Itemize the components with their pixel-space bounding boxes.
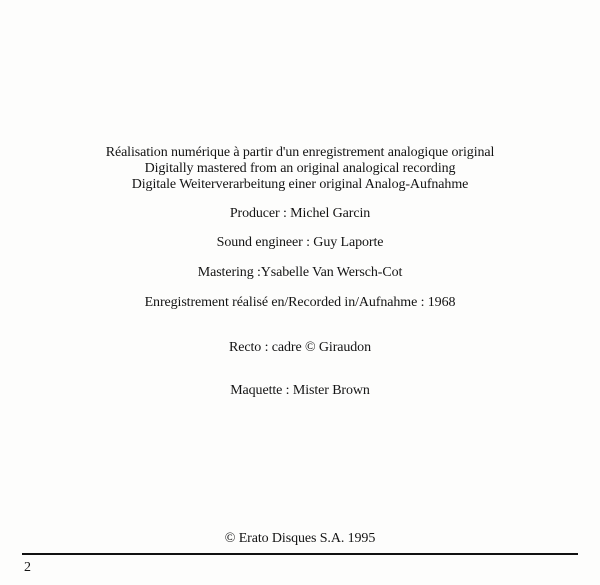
producer-credit: Producer : Michel Garcin — [229, 206, 371, 221]
cover-art-credit: Recto : cadre © Giraudon — [229, 340, 371, 355]
mastering-note-english: Digitally mastered from an original analogical recording — [144, 161, 456, 176]
layout-credit: Maquette : Mister Brown — [230, 383, 370, 398]
footer-rule — [22, 553, 578, 555]
mastering-note-german: Digitale Weiterverarbeitung einer original Analog-Aufnahme — [131, 177, 469, 192]
mastering-credit: Mastering :Ysabelle Van Wersch-Cot — [197, 265, 403, 280]
recording-year-credit: Enregistrement réalisé en/Recorded in/Aufnahme : 1968 — [144, 295, 456, 310]
copyright-notice: © Erato Disques S.A. 1995 — [224, 531, 376, 546]
mastering-note-french: Réalisation numérique à partir d'un enregistrement analogique original — [105, 145, 495, 160]
sound-engineer-credit: Sound engineer : Guy Laporte — [216, 235, 384, 250]
page-number: 2 — [24, 560, 31, 575]
